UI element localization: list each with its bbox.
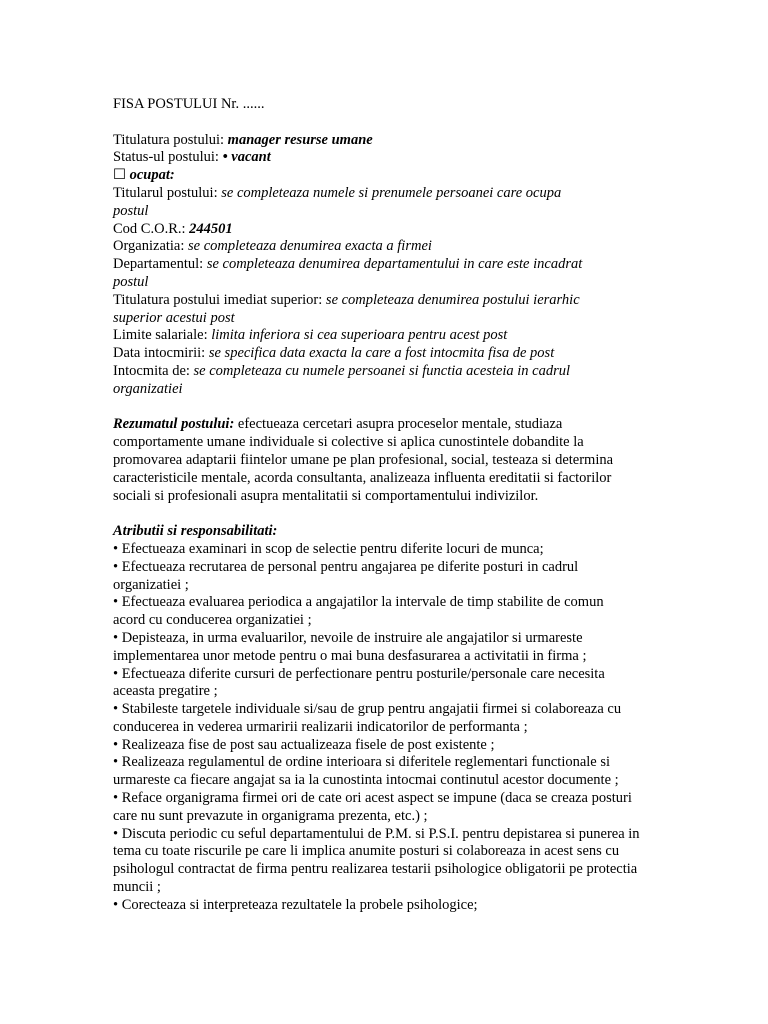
field-value: se completeaza denumirea postului ierarhic superior acestui post <box>113 291 580 326</box>
field-organizatia <box>113 238 661 256</box>
field-value: 244501 <box>189 220 233 237</box>
field-label: Data intocmirii: <box>113 345 209 362</box>
spacer <box>113 399 661 417</box>
field-value: se specifica data exacta la care a fost intocmita fisa de post <box>208 345 555 362</box>
field-label: Departamentul: <box>113 256 207 273</box>
field-value: se completeaza denumirea departamentului in care este incadrat postul <box>113 256 583 290</box>
field-label: Organizatia: <box>113 238 189 255</box>
field-ocupat <box>113 167 661 185</box>
field-label: Titulatura postului imediat superior: <box>113 291 326 308</box>
field-superior <box>113 292 613 328</box>
field-label: Intocmita de: <box>113 362 194 379</box>
document-page <box>113 96 661 915</box>
list-item: • Efectueaza diferite cursuri de perfectionare pentru posturile/personale care necesita aceasta pregatire ; <box>113 665 605 700</box>
document-title: FISA POSTULUI Nr. ...... <box>113 96 265 112</box>
list-item: • Efectueaza examinari in scop de selectie pentru diferite locuri de munca; <box>113 540 544 557</box>
field-label: Limite salariale: <box>113 327 212 344</box>
field-value: ocupat: <box>126 167 175 184</box>
field-label: Cod C.O.R.: <box>113 220 190 237</box>
field-intocmita <box>113 363 598 399</box>
field-status <box>113 149 661 167</box>
field-titulatura <box>113 132 661 150</box>
checkbox-icon: ☐ <box>113 167 126 184</box>
spacer <box>113 505 661 523</box>
field-cor <box>113 221 661 239</box>
section-text: efectueaza cercetari asupra proceselor mentale, studiaza comportamente umane individuale si colective si aplica cunostintele dobandite la promovarea adaptarii fiintelor umane pe plan profesional, social, testeaza si determina caracteristicile mentale, acorda consultanta, analizeaza influenta ereditatii si factorilor sociali si profesionali asupra mentalitatii si comportamentului indivizilor. <box>113 416 614 504</box>
field-data <box>113 345 661 363</box>
field-value: se completeaza cu numele persoanei si functia acesteia in cadrul organizatiei <box>113 362 571 397</box>
section-heading: Rezumatul postului: <box>113 416 235 433</box>
list-item: • Depisteaza, in urma evaluarilor, nevoile de instruire ale angajatilor si urmareste implementarea unor metode pentru o mai buna desfasurarea a activitatii in firma ; <box>113 629 587 664</box>
list-item: • Corecteaza si interpreteaza rezultatele la probele psihologice; <box>113 896 478 913</box>
field-label: Status-ul postului: <box>113 149 223 166</box>
field-label: Titularul postului: <box>113 184 222 201</box>
field-label: Titulatura postului: <box>113 131 228 148</box>
list-item: • Efectueaza recrutarea de personal pentru angajarea pe diferite posturi in cadrul organizatiei ; <box>113 558 579 593</box>
field-departament <box>113 256 583 292</box>
field-value: • vacant <box>222 149 271 166</box>
field-value: se completeaza numele si prenumele persoanei care ocupa postul <box>113 184 562 219</box>
field-value: limita inferiora si cea superioara pentru acest post <box>211 327 508 344</box>
field-limite <box>113 327 661 345</box>
spacer <box>113 114 661 132</box>
field-value: manager resurse umane <box>227 131 373 148</box>
list-item: • Reface organigrama firmei ori de cate ori acest aspect se impune (daca se creaza posturi care nu sunt prevazute in organigrama prezenta, etc.) ; <box>113 790 632 824</box>
list-item: • Realizeaza regulamentul de ordine interioara si diferitele reglementari functionale si urmareste ca fiecare angajat sa ia la cunostinta intocmai continutul acestor documente ; <box>113 754 619 789</box>
section-heading-atributii: Atributii si responsabilitati: <box>113 523 278 540</box>
list-item: • Realizeaza fise de post sau actualizeaza fisele de post existente ; <box>113 736 495 753</box>
section-rezumat <box>113 416 643 505</box>
field-value: se completeaza denumirea exacta a firmei <box>188 238 432 255</box>
list-item: • Efectueaza evaluarea periodica a angajatilor la intervale de timp stabilite de comun acord cu conducerea organizatiei ; <box>113 594 604 629</box>
field-titular <box>113 185 583 221</box>
list-item: • Stabileste targetele individuale si/sau de grup pentru angajatii firmei si colaboreaza cu conducerea in vederea urmaririi realizarii indicatorilor de performanta ; <box>113 701 622 735</box>
atributii-list <box>113 541 661 915</box>
list-item: • Discuta periodic cu seful departamentului de P.M. si P.S.I. pentru depistarea si punerea in tema cu toate riscurile pe care li implica anumite posturi si colaboreaza in acest sens cu psihologul contractat de firma pentru realizarea testarii psihologice obligatorii pe protectia muncii ; <box>113 825 640 896</box>
